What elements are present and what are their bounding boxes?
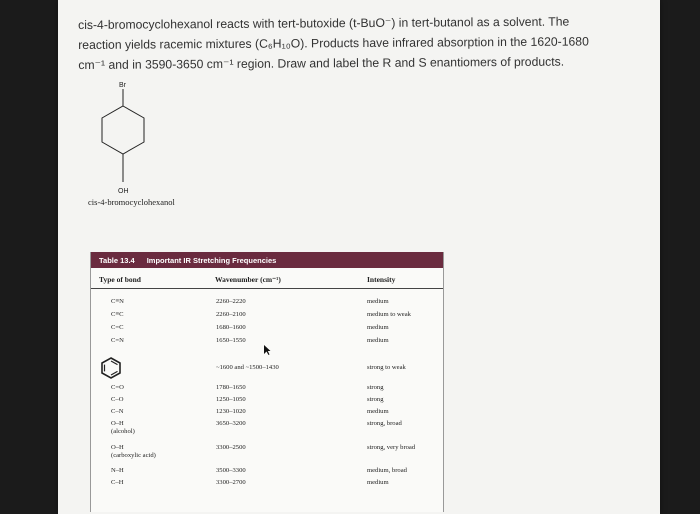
question-line-3: cm⁻¹ and in 3590-3650 cm⁻¹ region. Draw and label the R and S enantiomers of products. [78,54,565,72]
intensity-cell: strong [367,384,384,391]
wavenumber-cell: 2260–2100 [216,311,246,318]
intensity-cell: medium to weak [367,311,411,318]
wavenumber-cell: 1250–1050 [216,396,246,403]
wavenumber-cell: 1230–1020 [216,408,246,415]
bond-cell: N–H [111,467,124,474]
molecule-caption: cis-4-bromocyclohexanol [88,197,175,207]
table-title: Important IR Stretching Frequencies [146,255,277,265]
bond-cell: C≡C [111,311,124,318]
wavenumber-cell: 3300–2500 [216,444,246,451]
wavenumber-cell: 3500–3300 [216,467,246,474]
br-label: Br [119,82,126,89]
intensity-cell: strong [367,396,384,403]
question-text [78,11,638,75]
wavenumber-cell: 1650–1550 [216,337,246,344]
wavenumber-cell: 3650–3200 [216,420,246,427]
bond-cell: C–N [111,408,124,415]
wavenumber-cell: ~1600 and ~1500–1430 [216,364,279,371]
intensity-cell: medium [367,337,389,344]
intensity-cell: strong, very broad [367,444,416,451]
intensity-cell: medium [367,479,389,486]
ir-table [90,252,444,512]
oh-label: OH [118,188,129,195]
intensity-cell: medium [367,408,389,415]
bond-name: O–H [111,444,124,451]
intensity-cell: medium [367,298,389,305]
cyclohexane-structure [92,78,152,203]
header-wavenumber: Wavenumber (cm⁻¹) [215,275,281,284]
bond-cell [111,444,201,460]
table-number: Table 13.4 [99,255,135,265]
table-column-headers [91,272,443,289]
bond-note: (carboxylic acid) [111,452,156,459]
intensity-cell: strong to weak [367,364,406,371]
bond-note: (alcohol) [111,428,135,435]
header-bond: Type of bond [99,275,141,284]
intensity-cell: medium [367,324,389,331]
question-line-1: cis-4-bromocyclohexanol reacts with tert-butoxide (t-BuO⁻) in tert-butanol as a solvent. The [78,14,570,32]
header-intensity: Intensity [367,275,396,284]
intensity-cell: strong, broad [367,420,402,427]
question-line-2: reaction yields racemic mixtures (C₆H₁₀O). Products have infrared absorption in the 1620-1680 [78,34,589,52]
bond-cell [111,420,201,436]
bond-name: O–H [111,420,124,427]
bond-cell: C–O [111,396,124,403]
bond-cell: C=C [111,324,124,331]
wavenumber-cell: 1780–1650 [216,384,246,391]
intensity-cell: medium, broad [367,467,407,474]
benzene-ring-icon [99,356,123,380]
mouse-cursor-icon [263,344,271,356]
table-title-bar [91,252,443,268]
bond-cell: C–H [111,479,124,486]
wavenumber-cell: 3300–2700 [216,479,246,486]
bond-cell: C≡N [111,298,124,305]
bond-cell: C=N [111,337,124,344]
wavenumber-cell: 1680–1600 [216,324,246,331]
bond-cell: C=O [111,384,124,391]
wavenumber-cell: 2260–2220 [216,298,246,305]
